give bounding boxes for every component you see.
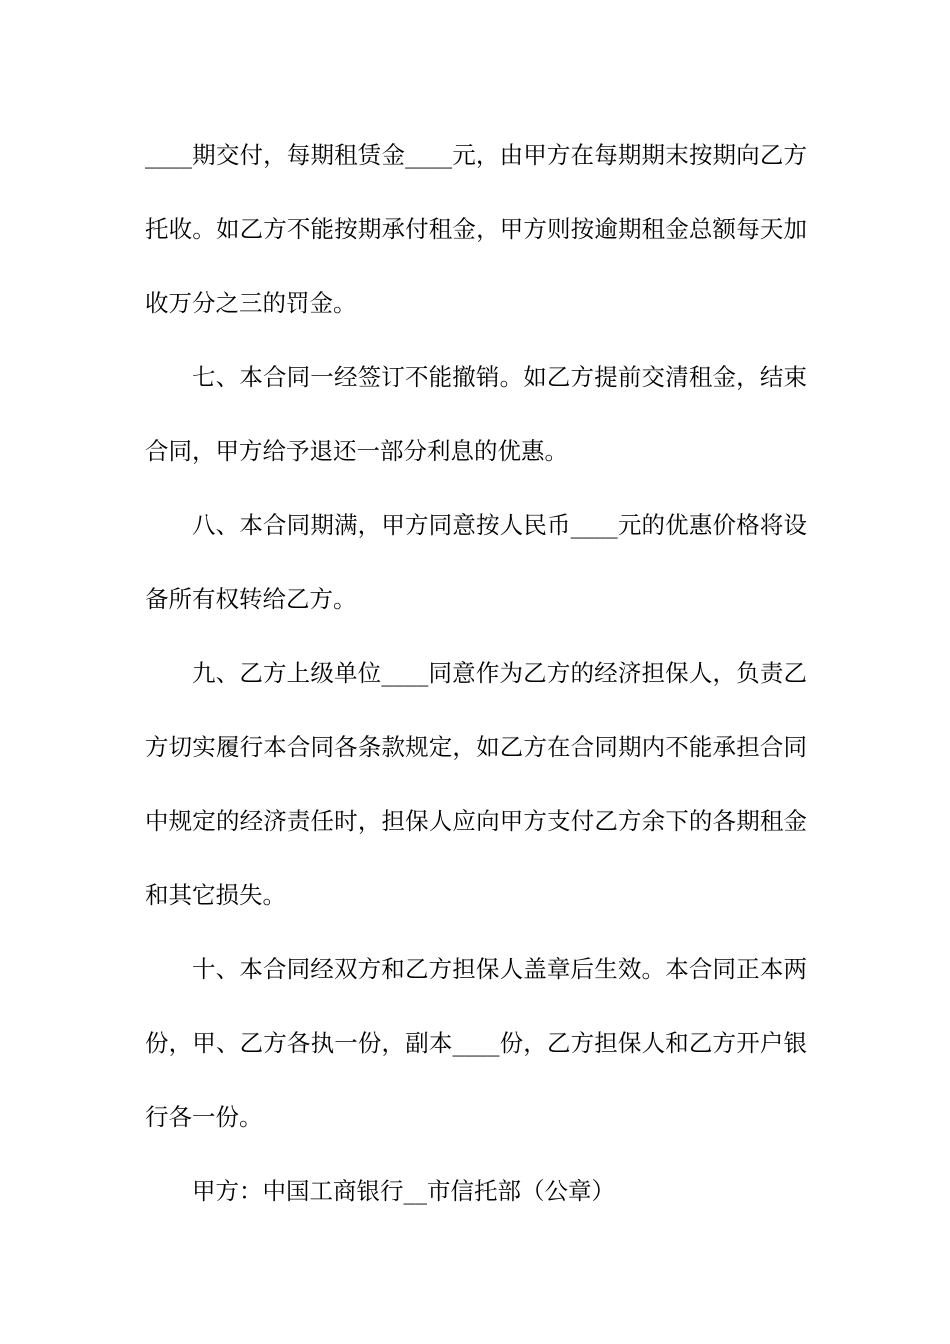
paragraph-clause-7: 七、本合同一经签订不能撤销。如乙方提前交清租金，结束合同，甲方给予退还一部分利息的优惠。: [145, 363, 807, 465]
paragraph-party-a-signature: 甲方：中国工商银行__市信托部（公章）: [192, 1177, 615, 1205]
paragraph-clause-8: 八、本合同期满，甲方同意按人民币____元的优惠价格将设备所有权转给乙方。: [145, 511, 807, 613]
contract-body: [145, 118, 807, 1228]
paragraph-clause-10: 十、本合同经双方和乙方担保人盖章后生效。本合同正本两份，甲、乙方各执一份，副本____份，乙方担保人和乙方开户银行各一份。: [145, 955, 807, 1131]
paragraph-clause-9: 九、乙方上级单位____同意作为乙方的经济担保人，负责乙方切实履行本合同各条款规定，如乙方在合同期内不能承担合同中规定的经济责任时，担保人应向甲方支付乙方余下的各期租金和其它损失。: [145, 659, 807, 909]
paragraph-payment-terms: ____期交付，每期租赁金____元，由甲方在每期期末按期向乙方托收。如乙方不能按期承付租金，甲方则按逾期租金总额每天加收万分之三的罚金。: [145, 141, 807, 317]
